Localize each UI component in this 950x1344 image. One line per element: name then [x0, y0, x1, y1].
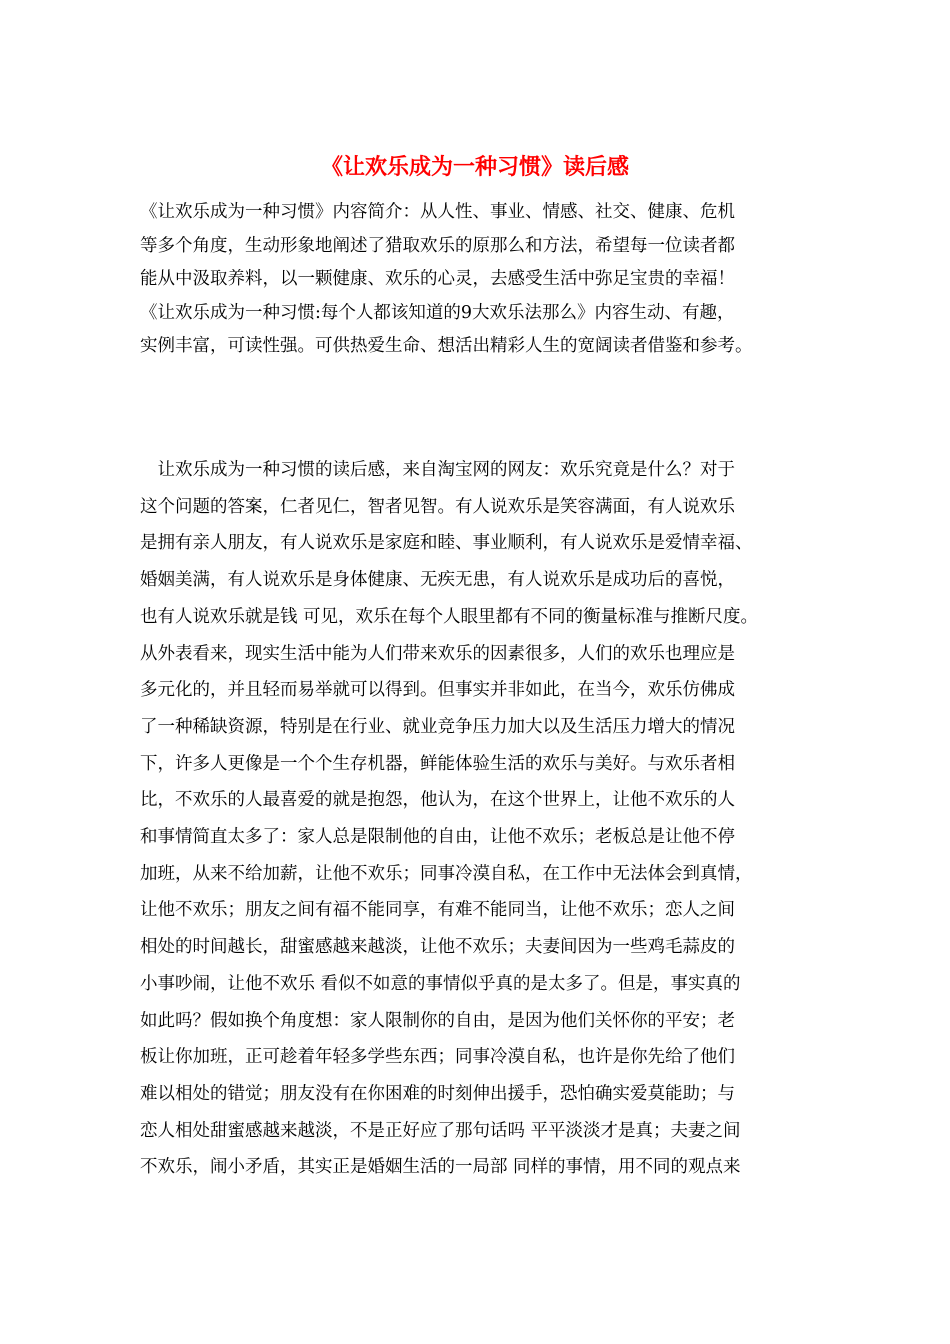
body-line: 难以相处的错觉；朋友没有在你困难的时刻伸出援手，恐怕确实爱莫能助；与: [140, 1083, 735, 1104]
body-line: 让他不欢乐；朋友之间有福不能同享，有难不能同当，让他不欢乐；恋人之间: [140, 900, 735, 921]
body-line: 了一种稀缺资源，特别是在行业、就业竞争压力加大以及生活压力增大的情况: [140, 716, 735, 737]
intro-paragraph: [140, 196, 820, 364]
body-line: 恋人相处甜蜜感越来越淡，不是正好应了那句话吗 平平淡淡才是真；夫妻之间: [140, 1120, 741, 1141]
body-line: 这个问题的答案，仁者见仁，智者见智。有人说欢乐是笑容满面，有人说欢乐: [140, 496, 735, 517]
body-line: 从外表看来，现实生活中能为人们带来欢乐的因素很多，人们的欢乐也理应是: [140, 643, 735, 664]
body-line: 让欢乐成为一种习惯的读后感，来自淘宝网的网友：欢乐究竟是什么？对于: [140, 460, 735, 480]
body-line: 不欢乐，闹小矛盾，其实正是婚姻生活的一局部 同样的事情，用不同的观点来: [140, 1157, 741, 1178]
body-line: 小事吵闹，让他不欢乐 看似不如意的事情似乎真的是太多了。但是，事实真的: [140, 973, 741, 994]
body-line: 也有人说欢乐就是钱 可见，欢乐在每个人眼里都有不同的衡量标准与推断尺度。: [140, 606, 759, 627]
body-line: 板让你加班，正可趁着年轻多学些东西；同事冷漠自私，也许是你先给了他们: [140, 1047, 735, 1068]
body-line: 下，许多人更像是一个个生存机器，鲜能体验生活的欢乐与美好。与欢乐者相: [140, 753, 735, 774]
intro-line: 能从中汲取养料，以一颗健康、欢乐的心灵，去感受生活中弥足宝贵的幸福！: [140, 269, 735, 289]
intro-line: 等多个角度，生动形象地阐述了猎取欢乐的原那么和方法，希望每一位读者都: [140, 235, 735, 256]
intro-line: 《让欢乐成为一种习惯》内容简介：从人性、事业、情感、社交、健康、危机: [140, 202, 735, 222]
body-line: 如此吗？假如换个角度想：家人限制你的自由，是因为他们关怀你的平安；老: [140, 1010, 735, 1031]
body-line: 相处的时间越长，甜蜜感越来越淡，让他不欢乐；夫妻间因为一些鸡毛蒜皮的: [140, 937, 735, 958]
body-line: 是拥有亲人朋友，有人说欢乐是家庭和睦、事业顺利，有人说欢乐是爱情幸福、: [140, 533, 753, 554]
body-line: 多元化的，并且轻而易举就可以得到。但事实并非如此，在当今，欢乐仿佛成: [140, 680, 735, 701]
body-line: 和事情简直太多了：家人总是限制他的自由，让他不欢乐；老板总是让他不停: [140, 827, 735, 848]
intro-line: 《让欢乐成为一种习惯:每个人都该知道的9大欢乐法那么》内容生动、有趣，: [140, 302, 735, 323]
body-line: 婚姻美满，有人说欢乐是身体健康、无疾无患，有人说欢乐是成功后的喜悦，: [140, 570, 735, 591]
review-body: [140, 452, 820, 1186]
body-line: 比，不欢乐的人最喜爱的就是抱怨，他认为，在这个世界上，让他不欢乐的人: [140, 790, 735, 811]
body-line: 加班，从来不给加薪，让他不欢乐；同事冷漠自私，在工作中无法体会到真情，: [140, 863, 753, 884]
document-title: 《让欢乐成为一种习惯》读后感: [320, 154, 629, 180]
intro-line: 实例丰富，可读性强。可供热爱生命、想活出精彩人生的宽阔读者借鉴和参考。: [140, 336, 753, 356]
